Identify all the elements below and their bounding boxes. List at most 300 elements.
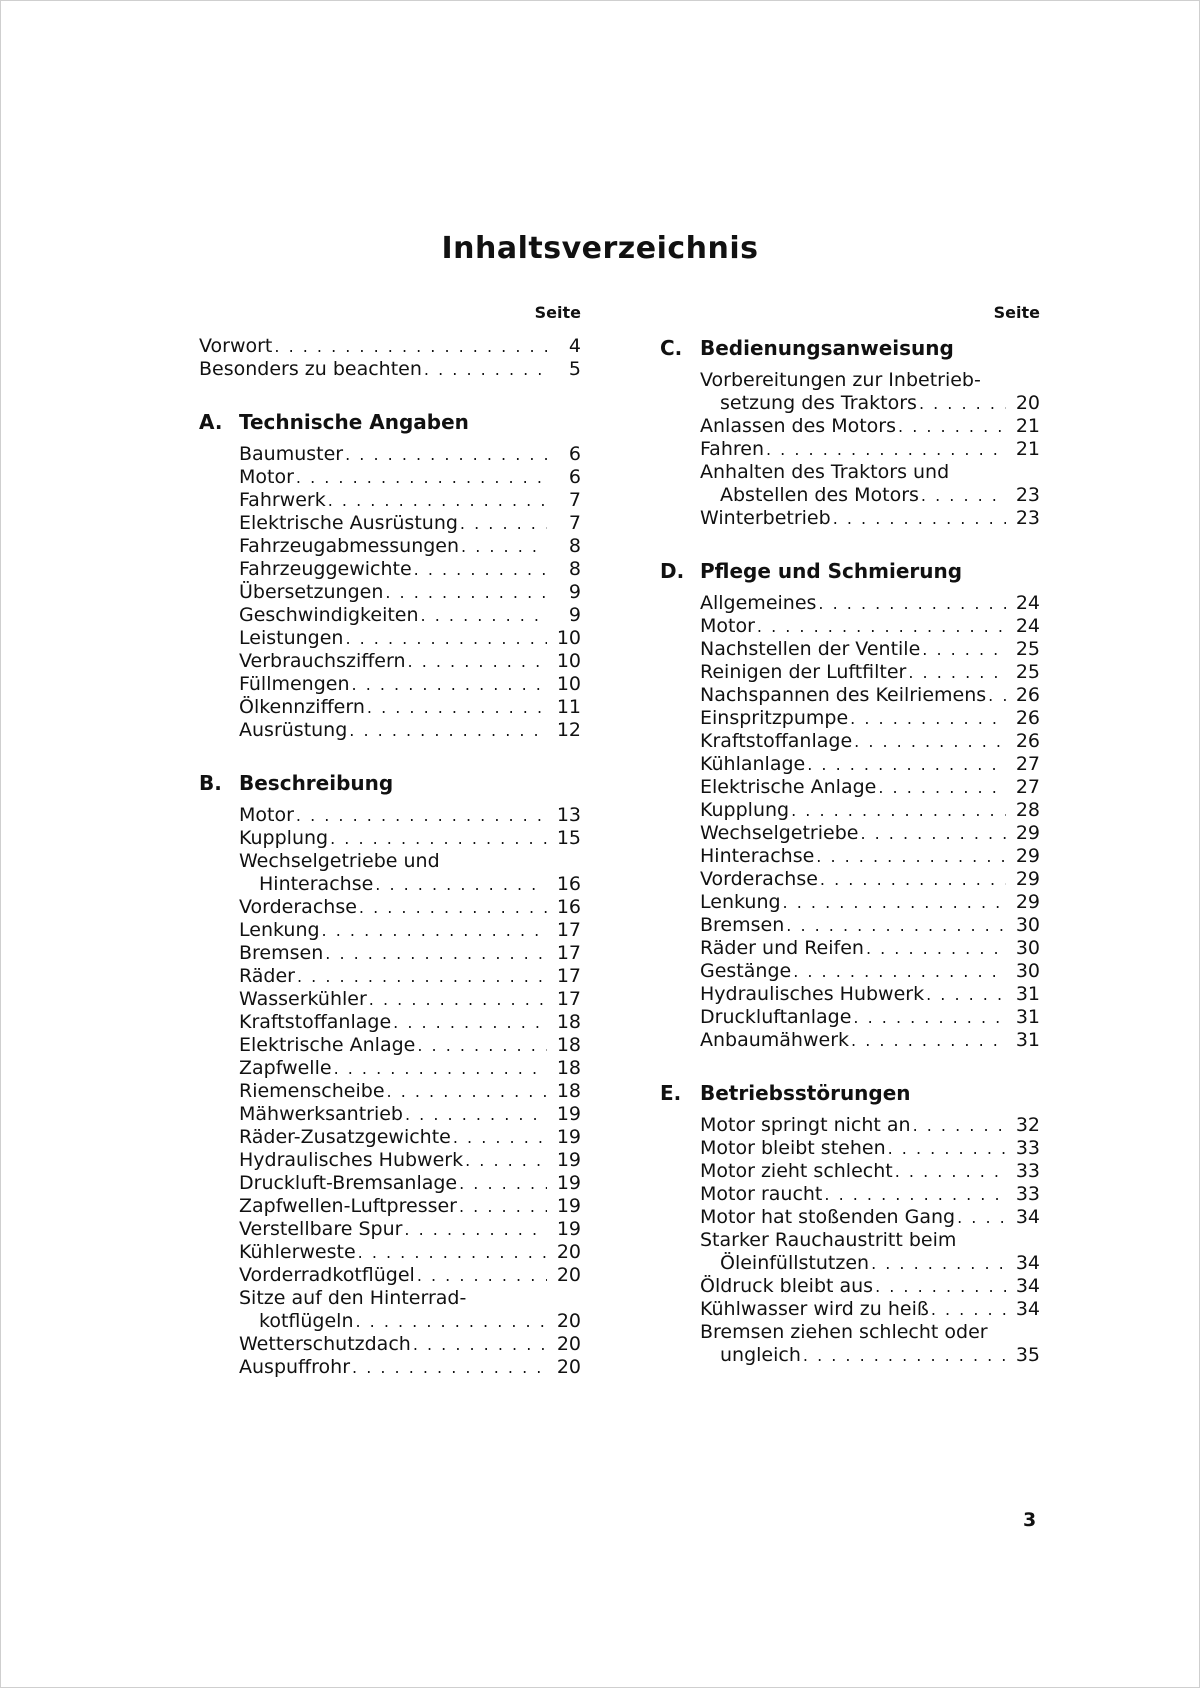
toc-entry-page: 23: [1015, 484, 1040, 506]
toc-entry-label: Kühlanlage: [700, 753, 806, 775]
leader-dots: [957, 1206, 1006, 1229]
leader-dots: [851, 1029, 1006, 1052]
toc-entry-label: Motor: [239, 804, 294, 826]
leader-dots: [417, 1034, 547, 1057]
leader-dots: [913, 1114, 1006, 1137]
toc-entry: [660, 776, 1040, 799]
leader-dots: [793, 960, 1006, 983]
toc-entry: [199, 1195, 581, 1218]
toc-entry: [660, 438, 1040, 461]
toc-entry-page: 24: [1015, 592, 1040, 614]
leader-dots: [325, 942, 547, 965]
section-letter: A.: [199, 410, 223, 434]
toc-entry: [660, 415, 1040, 438]
leader-dots: [367, 696, 547, 719]
toc-entry: [660, 960, 1040, 983]
toc-entry-label: Füllmengen: [239, 673, 350, 695]
toc-entry: [660, 707, 1040, 730]
section-letter: D.: [660, 559, 685, 583]
toc-entry-page: 7: [568, 489, 581, 511]
leader-dots: [334, 1057, 547, 1080]
toc-entry-label: Hydraulisches Hubwerk: [239, 1149, 464, 1171]
toc-entry-label: Motor zieht schlecht: [700, 1160, 893, 1182]
toc-entry: [660, 983, 1040, 1006]
leader-dots: [757, 615, 1006, 638]
toc-entry: [199, 1218, 581, 1241]
toc-entry-label: Motor bleibt stehen: [700, 1137, 886, 1159]
toc-entry: [199, 673, 581, 696]
toc-entry-page: 9: [568, 604, 581, 626]
toc-entry-label: Wechselgetriebe: [700, 822, 859, 844]
leader-dots: [926, 983, 1006, 1006]
leader-dots: [352, 673, 547, 696]
page-number: 3: [1023, 1509, 1037, 1531]
section-title: Beschreibung: [239, 771, 394, 795]
toc-entry-page: 23: [1015, 507, 1040, 529]
toc-entry-label: Druckluftanlage: [700, 1006, 852, 1028]
toc-entry-line: Vorbereitungen zur Inbetrieb-: [700, 369, 981, 391]
toc-entry-page: 21: [1015, 415, 1040, 437]
toc-entry: [199, 650, 581, 673]
toc-entry: [660, 730, 1040, 753]
toc-entry-label: ungleich: [720, 1344, 801, 1366]
leader-dots: [328, 489, 547, 512]
toc-entry: [660, 1183, 1040, 1206]
toc-entry-label: Kupplung: [700, 799, 790, 821]
toc-entry: [199, 988, 581, 1011]
toc-entry-label: Kühlerweste: [239, 1241, 356, 1263]
toc-entry: [660, 592, 1040, 615]
toc-entry: [199, 581, 581, 604]
toc-entry: [660, 1298, 1040, 1321]
toc-entry-label: Vorwort: [199, 335, 273, 357]
toc-column-right: [660, 301, 1040, 1367]
leader-dots: [345, 443, 547, 466]
toc-entry-page: 30: [1015, 960, 1040, 982]
leader-dots: [786, 914, 1006, 937]
toc-entry-page: 33: [1015, 1137, 1040, 1159]
leader-dots: [853, 1006, 1006, 1029]
toc-entry-label: Zapfwelle: [239, 1057, 332, 1079]
leader-dots: [931, 1298, 1006, 1321]
toc-entry-page: 19: [556, 1218, 581, 1240]
toc-entry-label: Motor springt nicht an: [700, 1114, 911, 1136]
toc-entry-label: Anlassen des Motors: [700, 415, 897, 437]
toc-entry-page: 11: [556, 696, 581, 718]
toc-entry-label: Zapfwellen-Luftpresser: [239, 1195, 457, 1217]
toc-entry-label: Öldruck bleibt aus: [700, 1275, 874, 1297]
section-letter: E.: [660, 1081, 682, 1105]
toc-section-b: [199, 770, 581, 1379]
leader-dots: [424, 358, 547, 381]
toc-entry-label: Motor: [239, 466, 294, 488]
toc-entry: [199, 335, 581, 358]
toc-entry: [199, 558, 581, 581]
toc-entry-label: Gestänge: [700, 960, 792, 982]
leader-dots: [921, 484, 1006, 507]
toc-entry-page: 34: [1015, 1275, 1040, 1297]
toc-entry-page: 19: [556, 1149, 581, 1171]
toc-entry-page: 34: [1015, 1206, 1040, 1228]
toc-entry-label: Reinigen der Luftfilter: [700, 661, 907, 683]
toc-entry-label: Bremsen: [700, 914, 785, 936]
toc-entry-page: 29: [1015, 845, 1040, 867]
toc-entry-line: Wechselgetriebe und: [239, 850, 440, 872]
toc-entry-page: 18: [556, 1011, 581, 1033]
leader-dots: [297, 965, 547, 988]
toc-entry: [660, 1206, 1040, 1229]
toc-entry-label: Auspuffrohr: [239, 1356, 351, 1378]
leader-dots: [803, 1344, 1006, 1367]
leader-dots: [369, 988, 547, 1011]
page-title: Inhaltsverzeichnis: [441, 231, 759, 266]
leader-dots: [919, 392, 1006, 415]
toc-entry-page: 28: [1015, 799, 1040, 821]
toc-entry: [199, 1034, 581, 1057]
section-title: Technische Angaben: [239, 410, 469, 434]
leader-dots: [385, 581, 547, 604]
toc-section-d: [660, 558, 1040, 1052]
toc-entry-line: Anhalten des Traktors und: [700, 461, 950, 483]
toc-entry: [199, 512, 581, 535]
toc-entry-page: 17: [556, 965, 581, 987]
toc-entry: [660, 661, 1040, 684]
toc-entry-label: Druckluft-Bremsanlage: [239, 1172, 458, 1194]
toc-entry-label: Verbrauchsziffern: [239, 650, 406, 672]
toc-entry-page: 16: [556, 896, 581, 918]
toc-entry: [199, 873, 581, 896]
toc-entry-label: Räder: [239, 965, 295, 987]
leader-dots: [358, 1241, 547, 1264]
leader-dots: [408, 650, 547, 673]
toc-entry: [199, 1356, 581, 1379]
toc-entry-label: Besonders zu beachten: [199, 358, 422, 380]
leader-dots: [908, 661, 1006, 684]
toc-entry: [199, 827, 581, 850]
leader-dots: [421, 604, 547, 627]
toc-entry-page: 19: [556, 1195, 581, 1217]
toc-entry-page: 4: [568, 335, 581, 357]
toc-entry-label: Motor raucht: [700, 1183, 823, 1205]
toc-entry-label: Öleinfüllstutzen: [720, 1252, 870, 1274]
toc-entry-label: Abstellen des Motors: [720, 484, 919, 506]
toc-entry-page: 16: [556, 873, 581, 895]
leader-dots: [296, 804, 547, 827]
section-heading: [199, 409, 581, 435]
leader-dots: [460, 512, 547, 535]
toc-entry: [199, 535, 581, 558]
toc-entry-label: Fahrzeugabmessungen: [239, 535, 460, 557]
toc-entry-label: Geschwindigkeiten: [239, 604, 419, 626]
toc-entry-page: 10: [556, 673, 581, 695]
toc-entry-page: 24: [1015, 615, 1040, 637]
toc-entry-page: 20: [556, 1241, 581, 1263]
toc-entry-label: Fahren: [700, 438, 764, 460]
toc-entry: [199, 358, 581, 381]
toc-entry-page: 19: [556, 1126, 581, 1148]
toc-entry-label: Elektrische Anlage: [700, 776, 877, 798]
toc-entry-page: 8: [568, 558, 581, 580]
toc-entry: [660, 753, 1040, 776]
toc-entry-label: Fahrwerk: [239, 489, 326, 511]
leader-dots: [453, 1126, 547, 1149]
toc-entry-page: 27: [1015, 753, 1040, 775]
toc-entry: [199, 1080, 581, 1103]
leader-dots: [345, 627, 547, 650]
toc-entry: [660, 891, 1040, 914]
toc-entry-label: Vorderachse: [239, 896, 357, 918]
toc-entry: [660, 1252, 1040, 1275]
toc-entry-label: Nachstellen der Ventile: [700, 638, 921, 660]
toc-entry-label: Wasserkühler: [239, 988, 367, 1010]
toc-entry: [660, 868, 1040, 891]
toc-entry: [199, 919, 581, 942]
leader-dots: [413, 1333, 547, 1356]
toc-entry: [199, 1103, 581, 1126]
leader-dots: [417, 1264, 547, 1287]
toc-entry-page: 9: [568, 581, 581, 603]
toc-section-e: [660, 1080, 1040, 1367]
toc-entry: [199, 1149, 581, 1172]
toc-entry-page: 18: [556, 1034, 581, 1056]
toc-entry: [199, 1333, 581, 1356]
toc-entry: [660, 484, 1040, 507]
toc-entry: [199, 1264, 581, 1287]
toc-entry-page: 17: [556, 942, 581, 964]
toc-entry-line: Bremsen ziehen schlecht oder: [700, 1321, 988, 1343]
leader-dots: [375, 873, 547, 896]
toc-entry-label: Lenkung: [700, 891, 781, 913]
leader-dots: [791, 799, 1006, 822]
toc-entry-page: 7: [568, 512, 581, 534]
leader-dots: [387, 1080, 547, 1103]
toc-entry-line: Starker Rauchaustritt beim: [700, 1229, 957, 1251]
toc-entry-page: 25: [1015, 661, 1040, 683]
toc-entry-page: 12: [556, 719, 581, 741]
toc-entry: [660, 1275, 1040, 1298]
toc-entry-page: 19: [556, 1172, 581, 1194]
toc-entry: [660, 638, 1040, 661]
leader-dots: [461, 535, 547, 558]
toc-entry-page: 8: [568, 535, 581, 557]
toc-entry-label: Kraftstoffanlage: [700, 730, 853, 752]
toc-entry: [199, 804, 581, 827]
toc-entry: [660, 1160, 1040, 1183]
toc-entry: [660, 1137, 1040, 1160]
toc-entry-label: Leistungen: [239, 627, 344, 649]
toc-entry-label: Motor: [700, 615, 755, 637]
section-heading: [660, 558, 1040, 584]
toc-entry-label: Hinterachse: [259, 873, 374, 895]
toc-entry-label: Einspritzpumpe: [700, 707, 849, 729]
section-heading: [660, 335, 1040, 361]
toc-entry: [660, 845, 1040, 868]
toc-section-c: [660, 335, 1040, 530]
leader-dots: [783, 891, 1006, 914]
toc-entry-label: Kraftstoffanlage: [239, 1011, 392, 1033]
toc-entry-label: Kühlwasser wird zu heiß: [700, 1298, 929, 1320]
toc-entry-page: 30: [1015, 914, 1040, 936]
toc-entry-page: 20: [556, 1264, 581, 1286]
leader-dots: [922, 638, 1006, 661]
leader-dots: [330, 827, 547, 850]
toc-front-matter: [199, 335, 581, 381]
toc-entry-label: Wetterschutzdach: [239, 1333, 411, 1355]
toc-entry: [199, 489, 581, 512]
toc-entry: [199, 1011, 581, 1034]
toc-entry-label: Ausrüstung: [239, 719, 348, 741]
leader-dots: [274, 335, 547, 358]
leader-dots: [807, 753, 1006, 776]
toc-entry: [660, 799, 1040, 822]
toc-entry: [199, 466, 581, 489]
toc-entry-page: 30: [1015, 937, 1040, 959]
leader-dots: [355, 1310, 547, 1333]
toc-entry-page: 20: [556, 1333, 581, 1355]
toc-entry-page: 20: [556, 1310, 581, 1332]
leader-dots: [875, 1275, 1006, 1298]
toc-entry: [199, 942, 581, 965]
leader-dots: [352, 1356, 547, 1379]
leader-dots: [816, 845, 1006, 868]
toc-entry-label: Fahrzeuggewichte: [239, 558, 412, 580]
toc-entry-label: Vorderradkotflügel: [239, 1264, 415, 1286]
leader-dots: [459, 1195, 547, 1218]
leader-dots: [459, 1172, 547, 1195]
toc-entry: [199, 1057, 581, 1080]
toc-section-a: [199, 409, 581, 742]
leader-dots: [898, 415, 1006, 438]
leader-dots: [895, 1160, 1006, 1183]
leader-dots: [824, 1183, 1006, 1206]
toc-entry-page: 17: [556, 988, 581, 1010]
toc-entry-page: 26: [1015, 684, 1040, 706]
toc-entry-page: 6: [568, 466, 581, 488]
leader-dots: [465, 1149, 547, 1172]
toc-entry: [199, 965, 581, 988]
toc-entry: [199, 1172, 581, 1195]
toc-entry: [199, 604, 581, 627]
toc-entry-line: Sitze auf den Hinterrad-: [239, 1287, 467, 1309]
toc-entry-label: Ölkennziffern: [239, 696, 365, 718]
toc-entry-label: Hinterachse: [700, 845, 815, 867]
toc-entry: [199, 696, 581, 719]
toc-entry-label: Elektrische Anlage: [239, 1034, 416, 1056]
toc-entry-label: Räder und Reifen: [700, 937, 864, 959]
toc-entry-page: 25: [1015, 638, 1040, 660]
toc-entry-label: Elektrische Ausrüstung: [239, 512, 458, 534]
toc-entry: [660, 684, 1040, 707]
toc-entry-page: 26: [1015, 707, 1040, 729]
toc-entry-page: 18: [556, 1080, 581, 1102]
toc-entry-label: kotflügeln: [259, 1310, 354, 1332]
toc-entry-page: 26: [1015, 730, 1040, 752]
toc-entry-label: Hydraulisches Hubwerk: [700, 983, 925, 1005]
toc-entry-page: 33: [1015, 1160, 1040, 1182]
toc-entry-page: 15: [556, 827, 581, 849]
toc-entry-page: 35: [1015, 1344, 1040, 1366]
toc-entry-page: 29: [1015, 891, 1040, 913]
toc-entry-page: 31: [1015, 1006, 1040, 1028]
leader-dots: [349, 719, 547, 742]
toc-entry-page: 18: [556, 1057, 581, 1079]
toc-entry-page: 13: [556, 804, 581, 826]
toc-column-left: [199, 301, 581, 1379]
section-title: Bedienungsanweisung: [700, 336, 954, 360]
leader-dots: [878, 776, 1006, 799]
leader-dots: [414, 558, 547, 581]
toc-entry-page: 6: [568, 443, 581, 465]
leader-dots: [296, 466, 547, 489]
section-letter: C.: [660, 336, 683, 360]
toc-entry-label: Lenkung: [239, 919, 320, 941]
toc-entry-page: 17: [556, 919, 581, 941]
toc-entry-label: Riemenscheibe: [239, 1080, 385, 1102]
toc-entry-label: setzung des Traktors: [720, 392, 917, 414]
leader-dots: [820, 868, 1006, 891]
toc-entry-page: 20: [556, 1356, 581, 1378]
leader-dots: [871, 1252, 1006, 1275]
toc-entry: [660, 615, 1040, 638]
toc-entry-label: Vorderachse: [700, 868, 818, 890]
toc-entry-label: Kupplung: [239, 827, 329, 849]
section-heading: [199, 770, 581, 796]
toc-entry: [660, 392, 1040, 415]
toc-entry-page: 29: [1015, 822, 1040, 844]
toc-entry: [199, 719, 581, 742]
toc-entry: [660, 1114, 1040, 1137]
toc-entry: [660, 937, 1040, 960]
toc-entry-page: 19: [556, 1103, 581, 1125]
toc-entry-page: 20: [1015, 392, 1040, 414]
leader-dots: [833, 507, 1006, 530]
toc-entry-label: Übersetzungen: [239, 581, 384, 603]
leader-dots: [888, 1137, 1006, 1160]
toc-entry: [199, 896, 581, 919]
toc-entry-page: 10: [556, 627, 581, 649]
toc-entry-page: 5: [568, 358, 581, 380]
leader-dots: [988, 684, 1006, 707]
seite-header-right: Seite: [993, 303, 1040, 322]
toc-entry-page: 29: [1015, 868, 1040, 890]
leader-dots: [818, 592, 1006, 615]
toc-entry: [660, 507, 1040, 530]
leader-dots: [405, 1103, 547, 1126]
leader-dots: [766, 438, 1006, 461]
toc-entry-label: Mähwerksantrieb: [239, 1103, 403, 1125]
section-title: Pflege und Schmierung: [700, 559, 963, 583]
toc-entry: [199, 443, 581, 466]
leader-dots: [860, 822, 1006, 845]
leader-dots: [393, 1011, 547, 1034]
toc-entry-label: Verstellbare Spur: [239, 1218, 403, 1240]
toc-entry-label: Winterbetrieb: [700, 507, 831, 529]
leader-dots: [404, 1218, 547, 1241]
toc-entry-label: Motor hat stoßenden Gang: [700, 1206, 956, 1228]
toc-entry-label: Räder-Zusatzgewichte: [239, 1126, 451, 1148]
toc-entry-label: Allgemeines: [700, 592, 817, 614]
leader-dots: [850, 707, 1006, 730]
toc-entry: [199, 627, 581, 650]
toc-entry: [199, 1241, 581, 1264]
seite-header-left: Seite: [534, 303, 581, 322]
toc-entry-page: 33: [1015, 1183, 1040, 1205]
toc-entry: [660, 822, 1040, 845]
section-title: Betriebsstörungen: [700, 1081, 911, 1105]
toc-entry-page: 34: [1015, 1252, 1040, 1274]
toc-entry-page: 34: [1015, 1298, 1040, 1320]
toc-entry: [660, 914, 1040, 937]
